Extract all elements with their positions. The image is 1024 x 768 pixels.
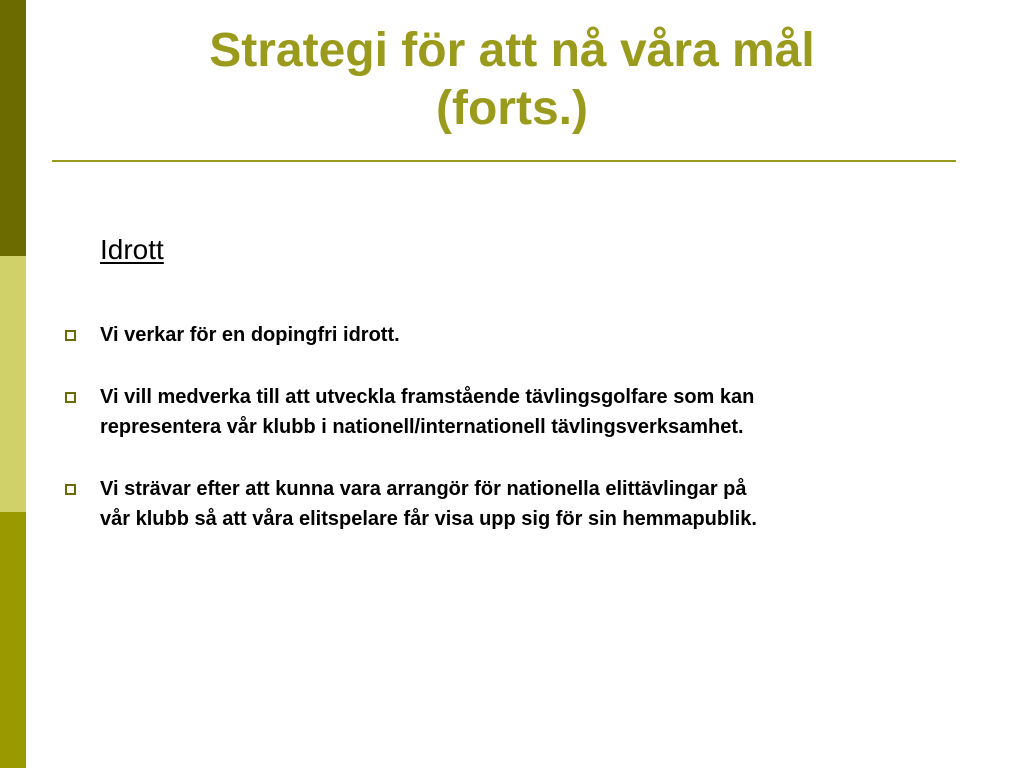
bullet-text-line: representera vår klubb i nationell/internationell tävlingsverksamhet. — [100, 416, 744, 438]
bullet-text-line: Vi verkar för en dopingfri idrott. — [100, 324, 400, 346]
bullet-item — [60, 320, 960, 350]
bullet-item — [60, 474, 960, 534]
bullet-text-line: Vi strävar efter att kunna vara arrangör för nationella elittävlingar på — [100, 478, 747, 500]
sidebar-segment-top — [0, 0, 26, 256]
sidebar-segment-bottom — [0, 512, 26, 768]
slide-title-line-1: Strategi för att nå våra mål — [209, 24, 815, 77]
decorative-sidebar — [0, 0, 26, 768]
bullet-text-line: vår klubb så att våra elitspelare får visa upp sig för sin hemmapublik. — [100, 508, 757, 530]
hollow-square-bullet-icon — [65, 330, 76, 341]
hollow-square-bullet-icon — [65, 392, 76, 403]
bullet-list — [60, 320, 960, 566]
title-divider — [52, 160, 956, 162]
sidebar-segment-middle — [0, 256, 26, 512]
bullet-item — [60, 382, 960, 442]
section-heading: Idrott — [100, 234, 164, 265]
slide-title-line-2: (forts.) — [436, 82, 588, 135]
bullet-text-line: Vi vill medverka till att utveckla framstående tävlingsgolfare som kan — [100, 386, 755, 408]
slide-title — [60, 22, 964, 138]
hollow-square-bullet-icon — [65, 484, 76, 495]
